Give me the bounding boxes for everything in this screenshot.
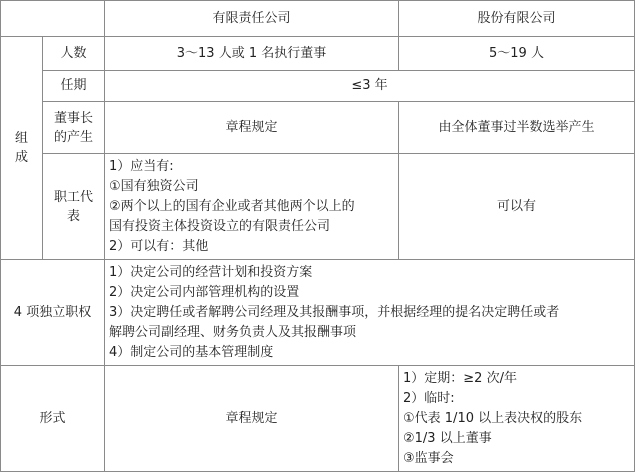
form-llc: 章程规定 [105, 366, 399, 472]
header-jsc: 股份有限公司 [399, 1, 635, 37]
employee-rep-llc-line-1: 1）应当有: [109, 158, 174, 174]
form-jsc [399, 366, 635, 472]
chairman-label-line-2: 的产生 [53, 129, 93, 145]
row-chairman [1, 102, 635, 154]
row-employee-rep [1, 154, 635, 260]
composition-char-2: 成 [14, 150, 28, 165]
powers-label: 4 项独立职权 [1, 260, 105, 366]
composition-char-1: 组 [14, 131, 28, 146]
form-jsc-line-5: ③监事会 [403, 450, 454, 466]
employee-rep-llc-line-2: ①国有独资公司 [109, 178, 199, 194]
powers-line-1: 1）决定公司的经营计划和投资方案 [109, 264, 313, 280]
chairman-jsc: 由全体董事过半数选举产生 [399, 102, 635, 154]
form-jsc-line-2: 2）临时: [403, 390, 455, 406]
row-count [1, 37, 635, 71]
form-jsc-line-1: 1）定期：≥2 次/年 [403, 370, 517, 386]
form-jsc-line-3: ①代表 1/10 以上表决权的股东 [403, 410, 583, 426]
employee-rep-llc-line-4: 国有投资主体投资设立的有限责任公司 [109, 218, 331, 234]
term-both: ≤3 年 [105, 71, 635, 102]
powers-line-5: 4）制定公司的基本管理制度 [109, 344, 274, 360]
count-label: 人数 [43, 37, 105, 71]
employee-rep-label-line-2: 表 [66, 208, 80, 224]
chairman-label [43, 102, 105, 154]
form-jsc-line-4: ②1/3 以上董事 [403, 430, 492, 446]
employee-rep-label-line-1: 职工代 [53, 189, 93, 205]
composition-group-label [1, 37, 43, 260]
term-label: 任期 [43, 71, 105, 102]
count-llc: 3～13 人或 1 名执行董事 [105, 37, 399, 71]
powers-content [105, 260, 635, 366]
form-label: 形式 [1, 366, 105, 472]
header-corner-cell [1, 1, 105, 37]
row-powers [1, 260, 635, 366]
row-term [1, 71, 635, 102]
chairman-llc: 章程规定 [105, 102, 399, 154]
employee-rep-llc-line-3: ②两个以上的国有企业或者其他两个以上的 [109, 198, 355, 214]
powers-line-2: 2）决定公司内部管理机构的设置 [109, 284, 300, 300]
count-jsc: 5～19 人 [399, 37, 635, 71]
employee-rep-jsc: 可以有 [399, 154, 635, 260]
row-form [1, 366, 635, 472]
powers-line-4: 解聘公司副经理、财务负责人及其报酬事项 [109, 324, 357, 340]
header-llc: 有限责任公司 [105, 1, 399, 37]
header-row [1, 1, 635, 37]
employee-rep-label [43, 154, 105, 260]
employee-rep-llc-line-5: 2）可以有：其他 [109, 238, 209, 254]
employee-rep-llc [105, 154, 399, 260]
powers-line-3: 3）决定聘任或者解聘公司经理及其报酬事项，并根据经理的提名决定聘任或者 [109, 304, 560, 320]
chairman-label-line-1: 董事长 [53, 110, 93, 126]
